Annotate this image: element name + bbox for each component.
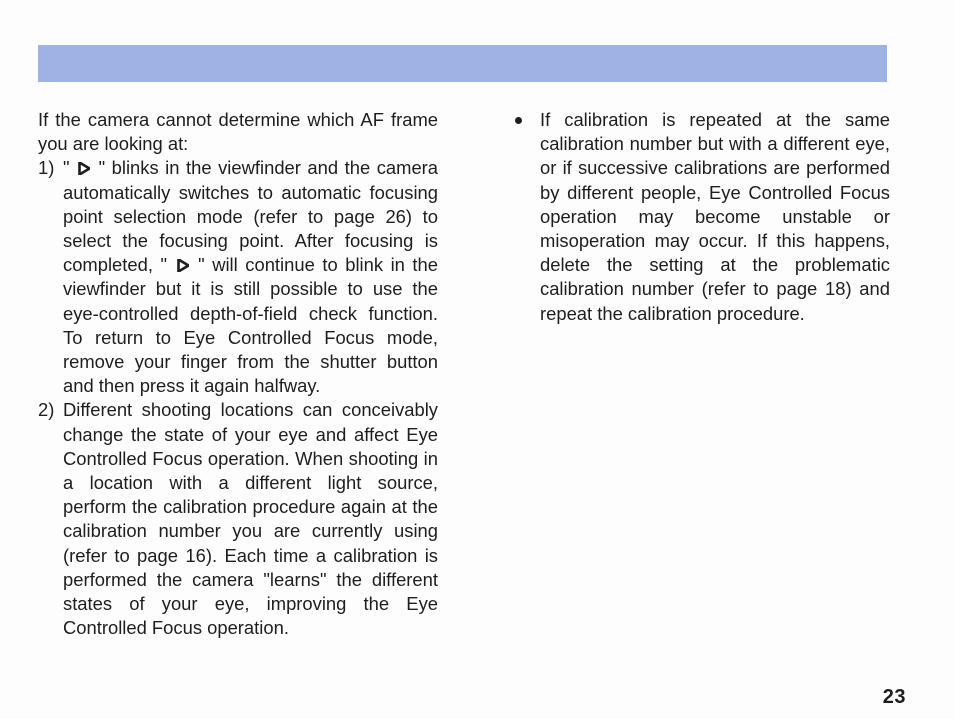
list-item-1 [38,156,438,398]
quote-mark: " [160,254,175,276]
eye-control-symbol-icon [78,162,90,175]
list-item-2 [38,398,438,640]
right-column [510,108,890,326]
quote-mark: " [190,254,205,276]
eye-control-symbol-icon [177,259,189,272]
intro-paragraph: If the camera cannot determine which AF frame you are looking at: [38,109,438,155]
bullet-paragraph [510,108,890,326]
list-item-text: Different shooting locations can conceivably change the state of your eye and affect Eye Controlled Focus operation. When shooting in a location with a different light source, perform the calibration procedure again at the calibration number you are currently using (refer to page 16). Each time a calibration is performed the camera "learns" the different states of your eye, improving the Eye Controlled Focus operation. [63,399,438,639]
bullet-text: If calibration is repeated at the same calibration number but with a different eye, or if successive calibrations are performed by different people, Eye Controlled Focus operation may become unstable or misoperation may occur. If this happens, delete the setting at the problematic calibration number (refer to page 18) and repeat the calibration procedure. [540,109,890,324]
list-item-text: blinks in the viewfinder and the camera automatically switches to automatic focusing point selection mode (refer to page 26) to select the focusing point. After focusing is completed, [63,157,439,276]
quote-mark: " [63,157,77,179]
list-item-text: will continue to blink in the viewfinder but it is still possible to use the eye-controlled depth-of-field check function. To return to Eye Controlled Focus mode, remove your finger from the shutter button and then press it again halfway. [63,254,438,397]
bullet-dot-icon [515,117,522,124]
quote-mark: " [92,157,106,179]
list-item-number: 1) [38,157,55,179]
header-band [38,45,887,82]
page-number: 23 [882,686,906,708]
list-item-number: 2) [38,399,55,421]
left-column [38,108,438,640]
